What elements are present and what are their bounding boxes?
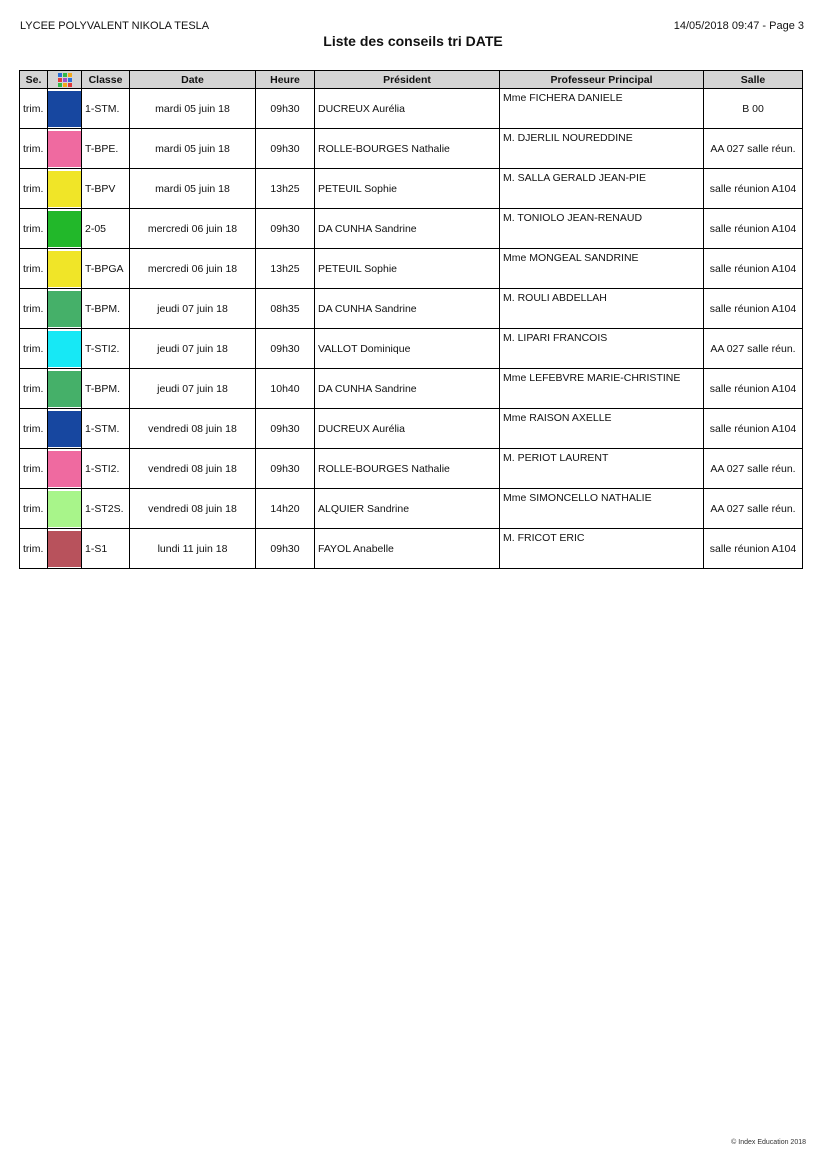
cell-date: mercredi 06 juin 18 bbox=[130, 209, 256, 249]
cell-salle: AA 027 salle réun. bbox=[704, 489, 803, 529]
councils-table bbox=[19, 70, 803, 569]
cell-president: FAYOL Anabelle bbox=[315, 529, 500, 569]
class-color-swatch bbox=[48, 211, 81, 247]
cell-color bbox=[48, 289, 82, 329]
cell-heure: 09h30 bbox=[256, 329, 315, 369]
col-header-se: Se. bbox=[20, 71, 48, 89]
col-header-date: Date bbox=[130, 71, 256, 89]
cell-president: PETEUIL Sophie bbox=[315, 169, 500, 209]
cell-color bbox=[48, 489, 82, 529]
cell-date: jeudi 07 juin 18 bbox=[130, 289, 256, 329]
cell-classe: 1-ST2S. bbox=[82, 489, 130, 529]
cell-heure: 08h35 bbox=[256, 289, 315, 329]
cell-date: vendredi 08 juin 18 bbox=[130, 489, 256, 529]
cell-salle: B 00 bbox=[704, 89, 803, 129]
cell-heure: 09h30 bbox=[256, 409, 315, 449]
table-row bbox=[20, 409, 803, 449]
cell-date: vendredi 08 juin 18 bbox=[130, 409, 256, 449]
class-color-swatch bbox=[48, 491, 81, 527]
cell-color bbox=[48, 409, 82, 449]
cell-color bbox=[48, 129, 82, 169]
table-row bbox=[20, 529, 803, 569]
cell-salle: AA 027 salle réun. bbox=[704, 449, 803, 489]
cell-color bbox=[48, 169, 82, 209]
cell-president: ALQUIER Sandrine bbox=[315, 489, 500, 529]
class-color-swatch bbox=[48, 451, 81, 487]
table-row bbox=[20, 449, 803, 489]
col-header-heure: Heure bbox=[256, 71, 315, 89]
cell-heure: 14h20 bbox=[256, 489, 315, 529]
cell-professeur: M. TONIOLO JEAN-RENAUD bbox=[500, 209, 704, 249]
table-row bbox=[20, 89, 803, 129]
copyright: © Index Education 2018 bbox=[731, 1139, 806, 1146]
cell-heure: 09h30 bbox=[256, 129, 315, 169]
cell-se: trim. bbox=[20, 129, 48, 169]
col-header-professeur: Professeur Principal bbox=[500, 71, 704, 89]
class-color-swatch bbox=[48, 91, 81, 127]
cell-heure: 13h25 bbox=[256, 249, 315, 289]
cell-classe: T-BPM. bbox=[82, 289, 130, 329]
class-color-swatch bbox=[48, 251, 81, 287]
cell-professeur: M. PERIOT LAURENT bbox=[500, 449, 704, 489]
cell-president: DUCREUX Aurélia bbox=[315, 409, 500, 449]
cell-classe: 1-S1 bbox=[82, 529, 130, 569]
cell-classe: T-STI2. bbox=[82, 329, 130, 369]
cell-professeur: Mme LEFEBVRE MARIE-CHRISTINE bbox=[500, 369, 704, 409]
table-header-row bbox=[20, 71, 803, 89]
cell-salle: AA 027 salle réun. bbox=[704, 329, 803, 369]
cell-professeur: M. LIPARI FRANCOIS bbox=[500, 329, 704, 369]
cell-heure: 13h25 bbox=[256, 169, 315, 209]
cell-heure: 10h40 bbox=[256, 369, 315, 409]
cell-professeur: M. FRICOT ERIC bbox=[500, 529, 704, 569]
cell-date: lundi 11 juin 18 bbox=[130, 529, 256, 569]
cell-date: mercredi 06 juin 18 bbox=[130, 249, 256, 289]
cell-se: trim. bbox=[20, 529, 48, 569]
cell-president: VALLOT Dominique bbox=[315, 329, 500, 369]
cell-color bbox=[48, 529, 82, 569]
cell-classe: T-BPGA bbox=[82, 249, 130, 289]
cell-classe: T-BPE. bbox=[82, 129, 130, 169]
class-color-swatch bbox=[48, 411, 81, 447]
cell-classe: 2-05 bbox=[82, 209, 130, 249]
cell-classe: T-BPV bbox=[82, 169, 130, 209]
cell-salle: salle réunion A104 bbox=[704, 289, 803, 329]
cell-se: trim. bbox=[20, 329, 48, 369]
cell-president: PETEUIL Sophie bbox=[315, 249, 500, 289]
cell-se: trim. bbox=[20, 289, 48, 329]
table-row bbox=[20, 289, 803, 329]
print-timestamp: 14/05/2018 09:47 - Page 3 bbox=[673, 20, 804, 32]
table-row bbox=[20, 369, 803, 409]
col-header-salle: Salle bbox=[704, 71, 803, 89]
cell-date: mardi 05 juin 18 bbox=[130, 129, 256, 169]
cell-date: mardi 05 juin 18 bbox=[130, 89, 256, 129]
class-color-swatch bbox=[48, 171, 81, 207]
cell-president: ROLLE-BOURGES Nathalie bbox=[315, 449, 500, 489]
col-header-classe: Classe bbox=[82, 71, 130, 89]
table-row bbox=[20, 249, 803, 289]
cell-classe: T-BPM. bbox=[82, 369, 130, 409]
cell-color bbox=[48, 329, 82, 369]
color-grid-icon bbox=[58, 73, 72, 87]
cell-salle: AA 027 salle réun. bbox=[704, 129, 803, 169]
col-header-president: Président bbox=[315, 71, 500, 89]
cell-president: DA CUNHA Sandrine bbox=[315, 289, 500, 329]
table-row bbox=[20, 329, 803, 369]
cell-date: vendredi 08 juin 18 bbox=[130, 449, 256, 489]
cell-se: trim. bbox=[20, 489, 48, 529]
col-header-color bbox=[48, 71, 82, 89]
cell-president: DUCREUX Aurélia bbox=[315, 89, 500, 129]
school-name: LYCEE POLYVALENT NIKOLA TESLA bbox=[20, 20, 210, 32]
cell-color bbox=[48, 449, 82, 489]
page-title: Liste des conseils tri DATE bbox=[323, 33, 503, 49]
cell-heure: 09h30 bbox=[256, 449, 315, 489]
cell-se: trim. bbox=[20, 409, 48, 449]
cell-president: DA CUNHA Sandrine bbox=[315, 209, 500, 249]
cell-se: trim. bbox=[20, 369, 48, 409]
cell-professeur: Mme MONGEAL SANDRINE bbox=[500, 249, 704, 289]
class-color-swatch bbox=[48, 291, 81, 327]
cell-classe: 1-STM. bbox=[82, 89, 130, 129]
cell-salle: salle réunion A104 bbox=[704, 209, 803, 249]
table-row bbox=[20, 129, 803, 169]
cell-date: mardi 05 juin 18 bbox=[130, 169, 256, 209]
cell-president: ROLLE-BOURGES Nathalie bbox=[315, 129, 500, 169]
cell-se: trim. bbox=[20, 169, 48, 209]
cell-professeur: Mme RAISON AXELLE bbox=[500, 409, 704, 449]
cell-classe: 1-STI2. bbox=[82, 449, 130, 489]
cell-classe: 1-STM. bbox=[82, 409, 130, 449]
cell-salle: salle réunion A104 bbox=[704, 169, 803, 209]
cell-se: trim. bbox=[20, 449, 48, 489]
cell-heure: 09h30 bbox=[256, 209, 315, 249]
cell-professeur: M. DJERLIL NOUREDDINE bbox=[500, 129, 704, 169]
table-row bbox=[20, 209, 803, 249]
cell-color bbox=[48, 209, 82, 249]
cell-color bbox=[48, 89, 82, 129]
cell-color bbox=[48, 249, 82, 289]
cell-heure: 09h30 bbox=[256, 89, 315, 129]
cell-salle: salle réunion A104 bbox=[704, 249, 803, 289]
cell-professeur: Mme FICHERA DANIELE bbox=[500, 89, 704, 129]
class-color-swatch bbox=[48, 331, 81, 367]
cell-heure: 09h30 bbox=[256, 529, 315, 569]
table-row bbox=[20, 169, 803, 209]
cell-se: trim. bbox=[20, 89, 48, 129]
class-color-swatch bbox=[48, 371, 81, 407]
cell-professeur: Mme SIMONCELLO NATHALIE bbox=[500, 489, 704, 529]
class-color-swatch bbox=[48, 131, 81, 167]
cell-date: jeudi 07 juin 18 bbox=[130, 369, 256, 409]
cell-salle: salle réunion A104 bbox=[704, 529, 803, 569]
cell-professeur: M. ROULI ABDELLAH bbox=[500, 289, 704, 329]
cell-president: DA CUNHA Sandrine bbox=[315, 369, 500, 409]
cell-date: jeudi 07 juin 18 bbox=[130, 329, 256, 369]
cell-professeur: M. SALLA GERALD JEAN-PIE bbox=[500, 169, 704, 209]
cell-se: trim. bbox=[20, 209, 48, 249]
class-color-swatch bbox=[48, 531, 81, 567]
table-row bbox=[20, 489, 803, 529]
cell-salle: salle réunion A104 bbox=[704, 409, 803, 449]
cell-color bbox=[48, 369, 82, 409]
cell-se: trim. bbox=[20, 249, 48, 289]
cell-salle: salle réunion A104 bbox=[704, 369, 803, 409]
